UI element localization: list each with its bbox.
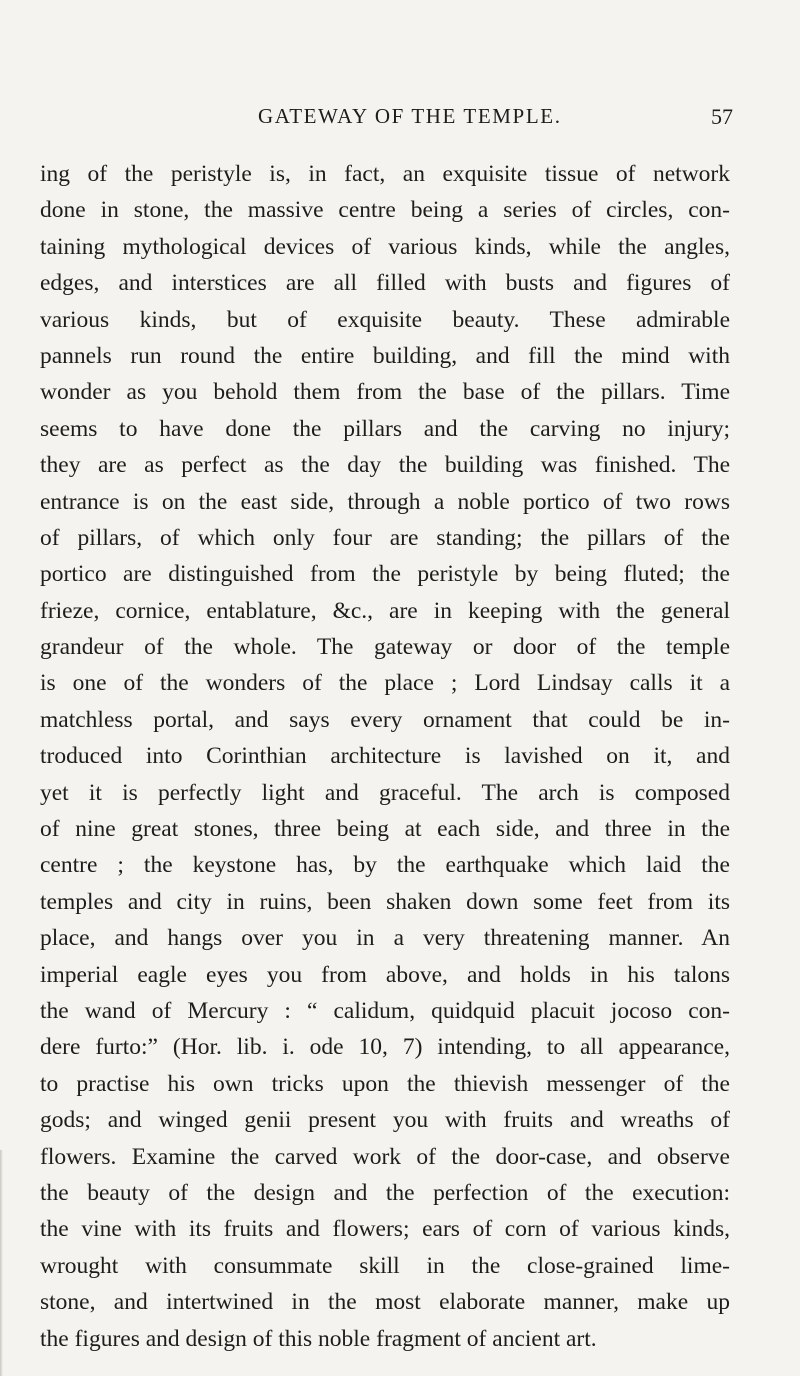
text-line: done in stone, the massive centre being a series of circles, con- [40, 197, 730, 224]
text-line: wonder as you behold them from the base of the pillars. Time [40, 379, 730, 406]
text-line: ing of the peristyle is, in fact, an exquisite tissue of network [40, 161, 730, 187]
text-line: matchless portal, and says every ornament that could be in- [40, 706, 730, 733]
text-line: taining mythological devices of various kinds, while the angles, [40, 233, 730, 260]
text-line: yet it is perfectly light and graceful. The arch is composed [40, 779, 730, 806]
text-line: they are as perfect as the day the building was finished. The [40, 452, 730, 479]
text-line: place, and hangs over you in a very threatening manner. An [40, 925, 730, 952]
body-text [40, 156, 730, 1357]
text-line: seems to have done the pillars and the carving no injury; [40, 415, 730, 442]
running-title: GATEWAY OF THE TEMPLE. [258, 104, 562, 128]
text-line: entrance is on the east side, through a noble portico of two rows [40, 488, 730, 515]
text-line: the beauty of the design and the perfection of the execution: [40, 1179, 730, 1206]
text-line: frieze, cornice, entablature, &c., are in keeping with the general [40, 597, 730, 624]
text-line: dere furto:” (Hor. lib. i. ode 10, 7) intending, to all appearance, [40, 1034, 730, 1061]
running-head [0, 104, 800, 134]
text-line: portico are distinguished from the peristyle by being fluted; the [40, 561, 730, 588]
text-line: the vine with its fruits and flowers; ears of corn of various kinds, [40, 1216, 730, 1243]
text-line: imperial eagle eyes you from above, and holds in his talons [40, 961, 730, 988]
text-line: flowers. Examine the carved work of the door-case, and observe [40, 1143, 730, 1170]
page-number: 57 [711, 104, 733, 129]
text-line: of nine great stones, three being at each side, and three in the [40, 816, 730, 843]
text-line: the wand of Mercury : “ calidum, quidquid placuit jocoso con- [40, 997, 730, 1024]
text-line: is one of the wonders of the place ; Lord Lindsay calls it a [40, 670, 730, 697]
text-line: grandeur of the whole. The gateway or door of the temple [40, 634, 730, 661]
text-line: troduced into Corinthian architecture is lavished on it, and [40, 743, 730, 770]
text-line: temples and city in ruins, been shaken down some feet from its [40, 888, 730, 915]
text-line: centre ; the keystone has, by the earthquake which laid the [40, 852, 730, 879]
text-line: various kinds, but of exquisite beauty. These admirable [40, 306, 730, 333]
text-line: pannels run round the entire building, and fill the mind with [40, 342, 730, 369]
text-line: wrought with consummate skill in the close-grained lime- [40, 1252, 730, 1279]
text-line: to practise his own tricks upon the thievish messenger of the [40, 1070, 730, 1097]
page-edge-shadow [0, 1150, 3, 1376]
text-line: gods; and winged genii present you with fruits and wreaths of [40, 1107, 730, 1134]
text-line: stone, and intertwined in the most elaborate manner, make up [40, 1289, 730, 1316]
text-line: the figures and design of this noble fragment of ancient art. [40, 1325, 597, 1352]
text-line: edges, and interstices are all filled with busts and figures of [40, 270, 730, 297]
text-line: of pillars, of which only four are standing; the pillars of the [40, 524, 730, 551]
